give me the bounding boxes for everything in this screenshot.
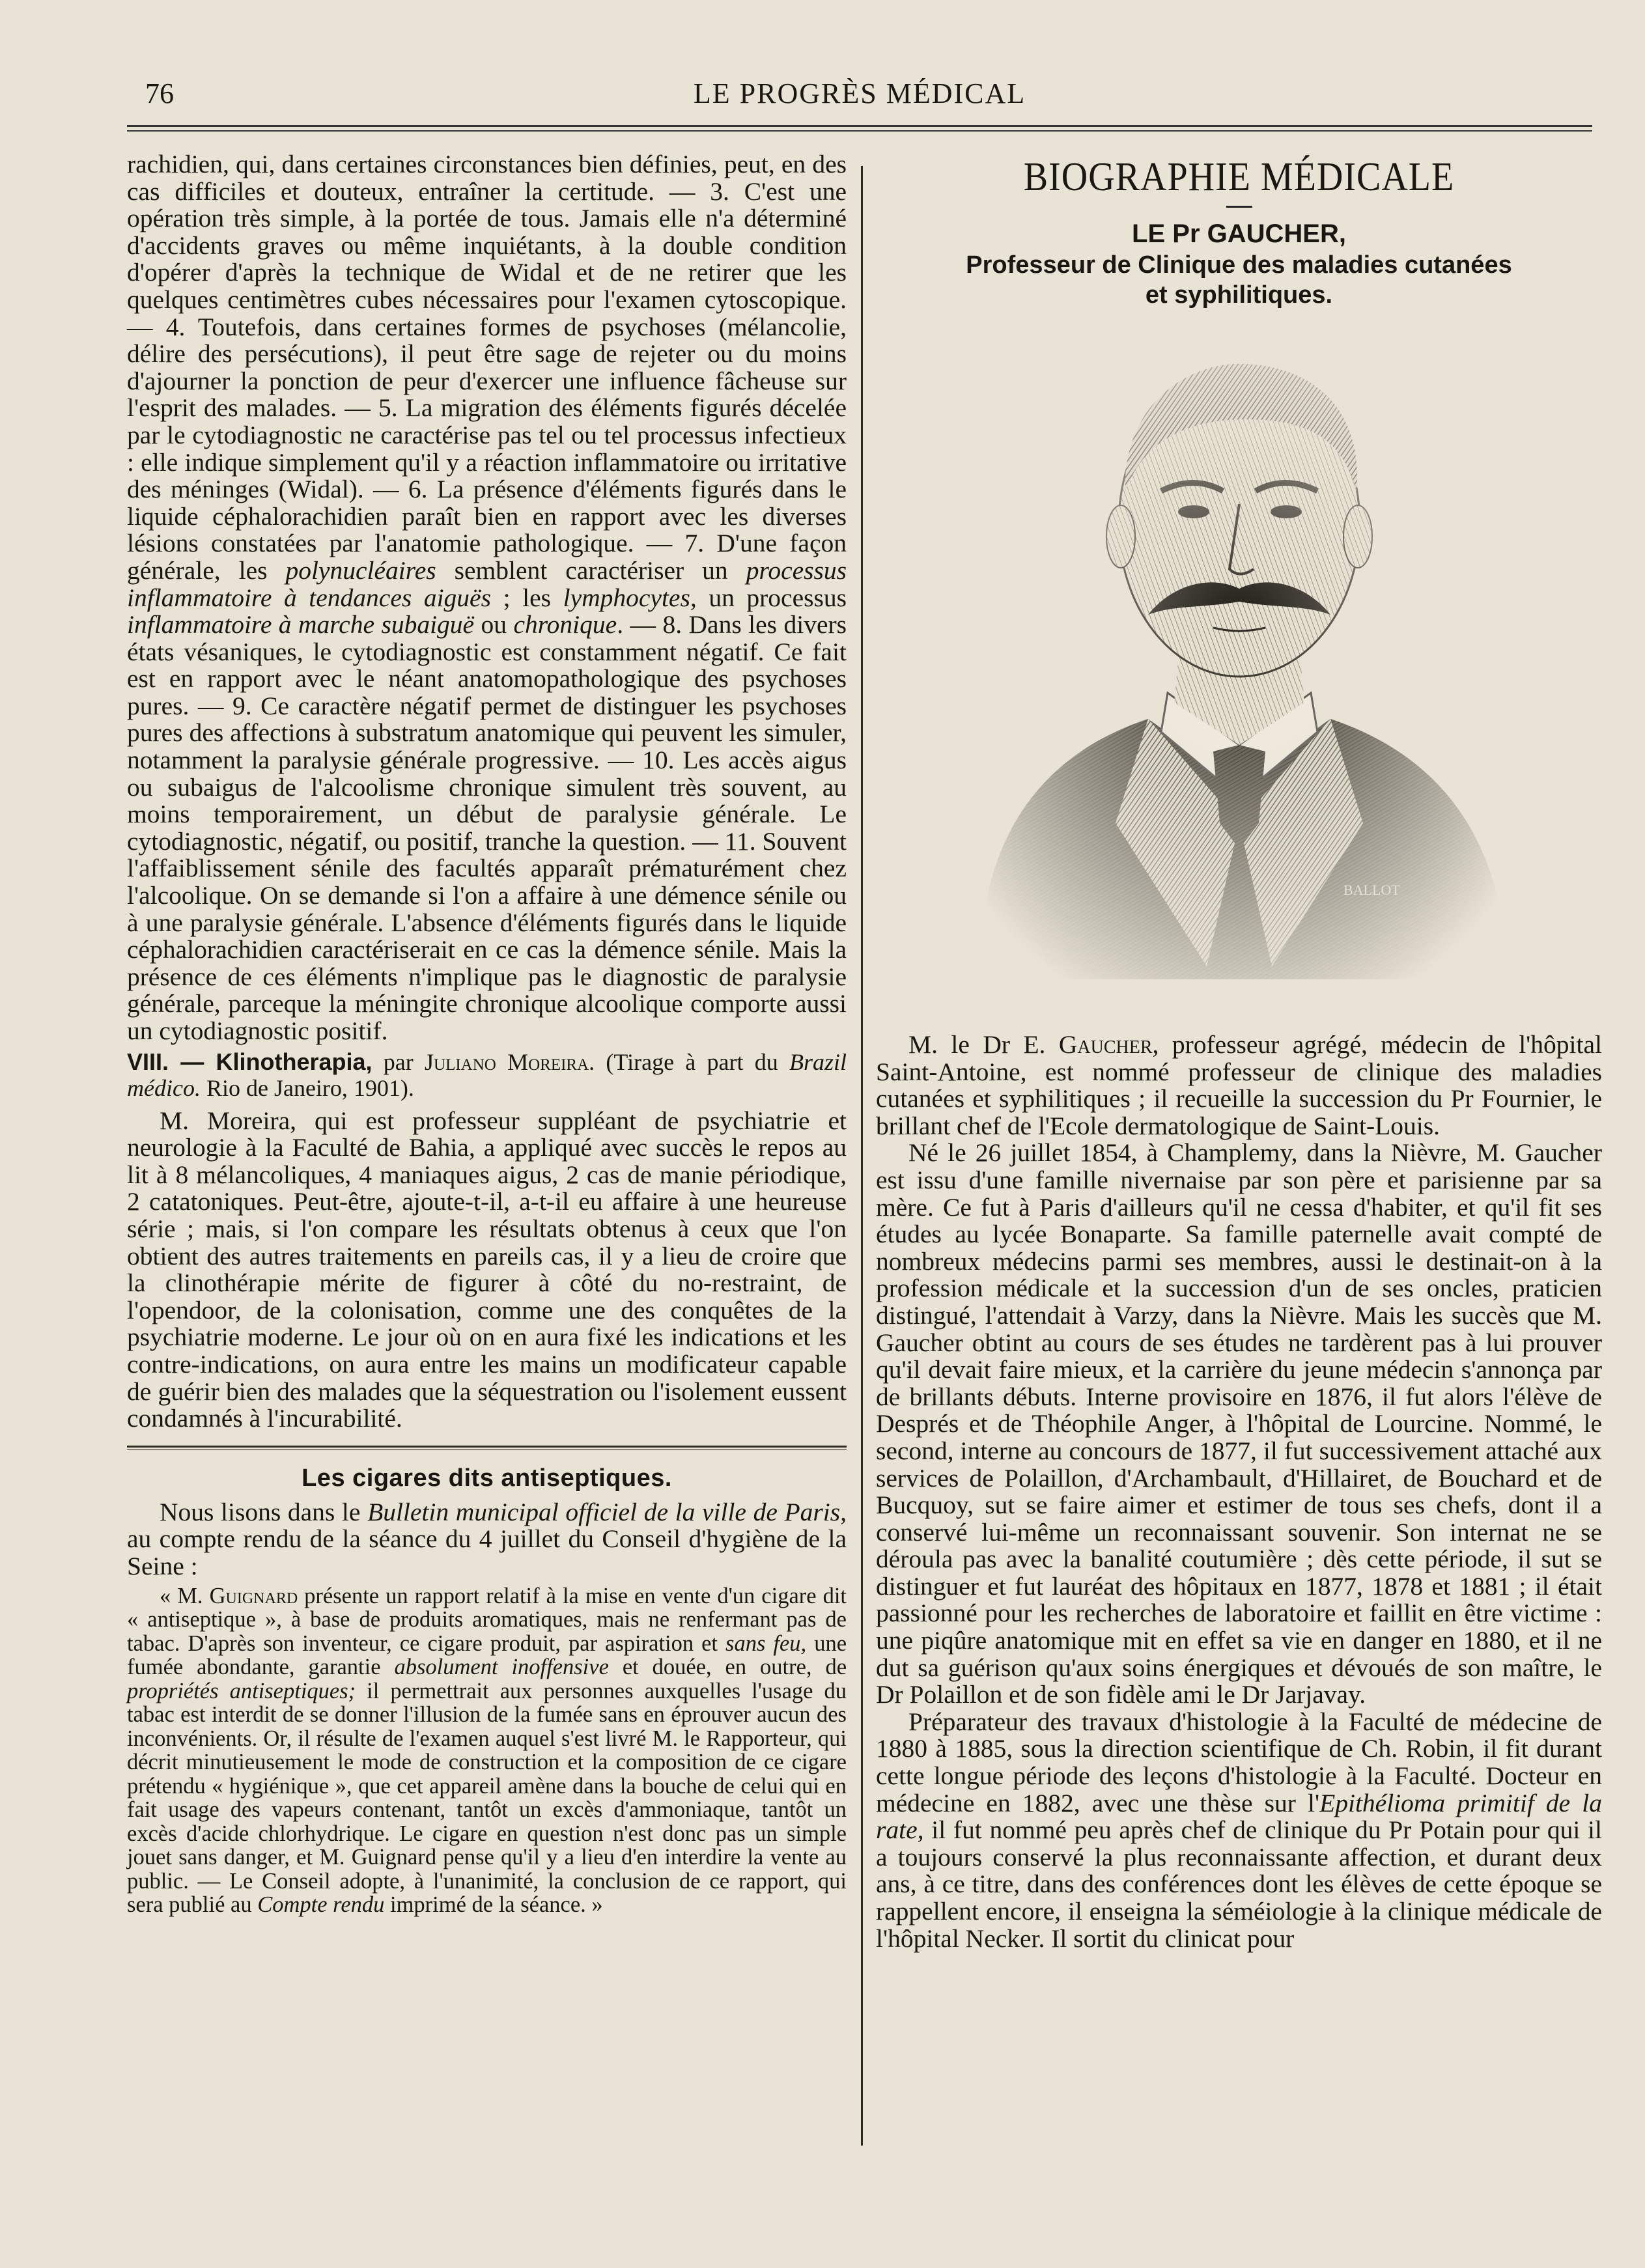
cigar-article-title: Les cigares dits antiseptiques. [302,1464,672,1492]
review-reference: VIII. — Klinotherapia, par Juliano Moreira. (Tirage à part du Brazil médico. Rio de Janeiro, 1901). [127,1048,847,1101]
biography-subtitle-line2: et syphilitiques. [1145,281,1333,309]
header-rule [127,125,1592,127]
page-number: 76 [145,77,174,109]
biography-subtitle-line1: Professeur de Clinique des maladies cutanées [966,251,1512,279]
running-title: LE PROGRÈS MÉDICAL [693,77,1026,109]
right-column [876,151,1602,1952]
column-divider [861,166,863,2146]
header-rule-thin [127,130,1592,132]
title-dash [1226,206,1252,208]
portrait-engraving [953,328,1526,1005]
conclusions-paragraph: rachidien, qui, dans certaines circonstances bien définies, peut, en des cas difficiles et douteux, entraîner la certitude. — 3. C'est une opération très simple, à la portée de tous. Jamais elle n'a déterminé d'accidents graves ou même inquiétants, à la double condition d'opérer d'après la technique de Widal et de ne retirer que les quelques centimètres cubes nécessaires pour l'examen cytoscopique. — 4. Toutefois, dans certaines formes de psychoses (mélancolie, délire des persécutions), il peut être sage de rejeter ou du moins d'ajourner la ponction de peur d'exercer une influence fâcheuse sur l'esprit des malades. — 5. La migration des éléments figurés décelée par le cytodiagnostic ne caractérise pas tel ou tel processus infectieux : elle indique simplement qu'il y a réaction inflammatoire ou irritative des méninges (Widal). — 6. La présence d'éléments figurés dans le liquide céphalorachidien paraît bien en rapport avec les diverses lésions constatées par l'anatomie pathologique. — 7. D'une façon générale, les polynucléaires semblent caractériser un processus inflammatoire à tendances aiguës ; les lymphocytes, un processus inflammatoire à marche subaiguë ou chronique. — 8. Dans les divers états vésaniques, le cytodiagnostic est constamment négatif. Ce fait est en rapport avec le néant anatomopathologique des psychoses pures. — 9. Ce caractère négatif permet de distinguer les psychoses pures des affections à substratum anatomique qui peuvent les simuler, notamment la paralysie générale progressive. — 10. Les accès aigus ou subaigus de l'alcoolisme chronique simulent très souvent, au moins temporairement, un début de paralysie générale. Le cytodiagnostic, négatif, ou positif, tranche la question. — 11. Souvent l'affaiblissement sénile des facultés apparaît prématurément chez l'alcoolique. On se demande si l'on a affaire à une démence sénile ou à une paralysie générale. L'absence d'éléments figurés dans le liquide céphalorachidien caractériserait en ce cas la démence sénile. Mais la présence de ces éléments n'implique pas le diagnostic de paralysie générale, parceque la méningite chronique alcoolique comporte aussi un cytodiagnostic positif. [127,150,847,1045]
cigar-intro: Nous lisons dans le Bulletin municipal officiel de la ville de Paris, au compte rendu de la séance du 4 juillet du Conseil d'hygiène de la Seine : [127,1497,847,1580]
biography-subject-name: LE Pr GAUCHER, [1132,219,1346,248]
section-rule [127,1446,847,1448]
bio-paragraph-2: Né le 26 juillet 1854, à Champlemy, dans la Nièvre, M. Gaucher est issu d'une famille nivernaise par son père et parisienne par sa mère. Ce fut à Paris d'ailleurs qu'il ne cessa d'habiter, et qu'il fit ses études au lycée Bonaparte. Sa famille paternelle avait compté de nombreux médecins parmi ses membres, aussi le destinait-on à la profession médicale et la succession d'un de ses oncles, praticien distingué, l'attendait à Varzy, dans la Nièvre. Mais les succès que M. Gaucher obtint au cours de ses études ne tardèrent pas à lui prouver qu'il devait faire mieux, et la carrière du jeune médecin s'annonça par de brillants débuts. Interne provisoire en 1876, il fut alors l'élève de Després et de Théophile Anger, à l'hôpital de Lourcine. Nommé, le second, interne au concours de 1877, il fut successivement attaché aux services de Polaillon, d'Archambault, d'Hillairet, de Bouchard et de Bucquoy, sut se faire aimer et estimer de tous ses chefs, dont il a conservé lui-même un reconnaissant souvenir. Son internat ne se déroula pas avec la banalité coutumière ; dès cette période, il sut se distinguer et fut lauréat des hôpitaux en 1877, 1878 et 1881 ; il était passionné pour les recherches de laboratoire et faillit en être victime : une piqûre anatomique mit en effet sa vie en danger en 1880, et il ne dut sa guérison qu'aux soins énergiques et dévoués de son maître, le Dr Polaillon et de son fidèle ami le Dr Jarjavay. [876,1138,1602,1709]
bio-paragraph-1: M. le Dr E. Gaucher, professeur agrégé, médecin de l'hôpital Saint-Antoine, est nommé professeur de clinique des maladies cutanées et syphilitiques ; il recueille la succession du Pr Fournier, le brillant chef de l'Ecole dermatologique de Saint-Louis. [876,1030,1602,1140]
page-header [127,77,1592,122]
bio-paragraph-3: Préparateur des travaux d'histologie à la Faculté de médecine de 1880 à 1885, sous la direction scientifique de Ch. Robin, il fit durant cette longue période des leçons d'histologie à la Faculté. Docteur en médecine en 1882, avec une thèse sur l'Epithélioma primitif de la rate, il fut nommé peu après chef de clinique du Pr Potain pour qui il a toujours conservé la plus reconnaissante affection, et durant deux ans, à ce titre, dans des conférences dont les élèves de cette époque se rappellent encore, il enseigna la séméiologie à la clinique médicale de l'hôpital Necker. Il sortit du clinicat pour [876,1707,1603,1953]
left-column [127,151,847,1917]
review-body [127,1108,847,1433]
klinotherapia-paragraph: M. Moreira, qui est professeur suppléant de psychiatrie et neurologie à la Faculté de Bahia, a appliqué avec succès le repos au lit à 8 mélancoliques, 4 maniaques aigus, 2 cas de manie périodique, 2 catatoniques. Peut-être, ajoute-t-il, a-t-il eu affaire à une heureuse série ; mais, si l'on compare les résultats obtenus à ceux que l'on obtient des autres traitements en pareils cas, il y a lieu de croire que la clinothérapie mérite de figurer à côté du no-restraint, de l'opendoor, de la colonisation, comme une des conquêtes de la psychiatrie moderne. Le jour où on en aura fixé les indications et les contre-indications, on aura entre les mains un modificateur capable de guérir bien des malades que la séquestration ou l'isolement eussent condamnés à l'incurabilité. [127,1106,847,1433]
article-continuation [127,151,847,1045]
biography-section-title: BIOGRAPHIE MÉDICALE [1023,154,1455,200]
biography-text [876,1031,1602,1952]
section-rule-thin [127,1449,847,1450]
cigar-quote: « M. Guignard présente un rapport relatif à la mise en vente d'un cigare dit « antiseptique », à base de produits aromatiques, mais ne renfermant pas de tabac. D'après son inventeur, ce cigare produit, par aspiration et sans feu, une fumée abondante, garantie absolument inoffensive et douée, en outre, de propriétés antiseptiques; il permettrait aux personnes auxquelles l'usage du tabac est interdit de se donner l'illusion de la fumée sans en éprouver aucun des inconvénients. Or, il résulte de l'examen auquel s'est livré M. le Rapporteur, qui décrit minutieusement le mode de construction et la composition de ce cigare prétendu « hygiénique », que cet appareil amène dans la bouche de celui qui en fait usage des vapeurs contenant, tantôt un excès d'ammoniaque, tantôt un excès d'acide chlorhydrique. Le cigare en question n'est donc pas un simple jouet sans danger, et M. Guignard pense qu'il y a lieu d'en interdire la vente au public. — Le Conseil adopte, à l'unanimité, la conclusion de ce rapport, qui sera publié au Compte rendu imprimé de la séance. » [127,1583,847,1917]
